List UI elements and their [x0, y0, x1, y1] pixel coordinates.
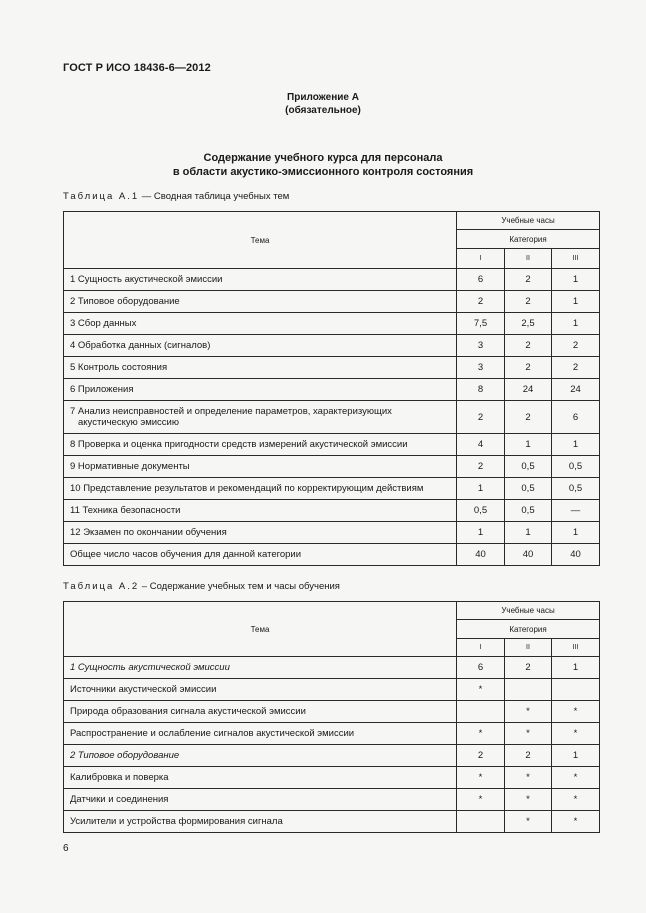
- table-row: [64, 456, 600, 478]
- row-topic-text: Общее число часов обучения для данной категории: [70, 549, 302, 560]
- course-title: [0, 151, 646, 179]
- row-topic: [64, 657, 457, 679]
- row-topic: [64, 522, 457, 544]
- row-topic-text: 4 Обработка данных (сигналов): [70, 340, 211, 351]
- row-topic: [64, 269, 457, 291]
- row-topic-text-cont: акустическую эмиссию: [78, 417, 179, 428]
- row-topic: [64, 767, 457, 789]
- row-hours-cat-1: 2: [457, 401, 505, 434]
- row-hours-cat-3: 6: [552, 401, 600, 434]
- row-hours-cat-3: *: [552, 701, 600, 723]
- table2-header-hours: Учебные часы: [457, 602, 600, 620]
- row-topic: [64, 811, 457, 833]
- row-hours-cat-1: 2: [457, 291, 505, 313]
- row-topic-text: 11 Техника безопасности: [70, 505, 181, 516]
- row-topic: [64, 701, 457, 723]
- row-topic: [64, 679, 457, 701]
- row-hours-cat-2: 40: [505, 544, 552, 566]
- table-row: [64, 478, 600, 500]
- row-hours-cat-2: 2: [505, 291, 552, 313]
- row-hours-cat-2: 24: [505, 379, 552, 401]
- row-topic-text: Распространение и ослабление сигналов акустической эмиссии: [70, 728, 355, 739]
- row-hours-cat-3: 1: [552, 657, 600, 679]
- row-hours-cat-3: —: [552, 500, 600, 522]
- table2: [63, 601, 600, 833]
- row-hours-cat-3: 0,5: [552, 478, 600, 500]
- row-topic-text: Природа образования сигнала акустической эмиссии: [70, 706, 306, 717]
- row-topic-text: 1 Сущность акустической эмиссии: [70, 274, 223, 285]
- row-hours-cat-3: 24: [552, 379, 600, 401]
- row-hours-cat-2: *: [505, 811, 552, 833]
- row-topic-text: 5 Контроль состояния: [70, 362, 168, 373]
- row-hours-cat-3: *: [552, 767, 600, 789]
- row-hours-cat-2: 0,5: [505, 500, 552, 522]
- table-row: [64, 657, 600, 679]
- row-topic: [64, 478, 457, 500]
- row-hours-cat-3: [552, 679, 600, 701]
- table2-caption-text: – Содержание учебных тем и часы обучения: [139, 581, 340, 592]
- row-topic-text: 3 Сбор данных: [70, 318, 137, 329]
- row-hours-cat-2: 2,5: [505, 313, 552, 335]
- row-hours-cat-1: [457, 701, 505, 723]
- row-hours-cat-3: 0,5: [552, 456, 600, 478]
- table1-header-col-2: II: [505, 249, 552, 269]
- row-topic: [64, 745, 457, 767]
- row-hours-cat-1: 3: [457, 357, 505, 379]
- table1-header-category: Категория: [457, 230, 600, 249]
- row-hours-cat-2: 2: [505, 401, 552, 434]
- row-hours-cat-1: *: [457, 723, 505, 745]
- table-row: [64, 500, 600, 522]
- row-hours-cat-1: 40: [457, 544, 505, 566]
- table1-header-col-1: I: [457, 249, 505, 269]
- table-row: [64, 745, 600, 767]
- row-hours-cat-2: *: [505, 789, 552, 811]
- row-topic: [64, 335, 457, 357]
- annex-status: (обязательное): [285, 105, 361, 116]
- row-hours-cat-3: *: [552, 723, 600, 745]
- row-topic: [64, 544, 457, 566]
- table-row: [64, 434, 600, 456]
- table2-caption-label: Таблица А.2: [63, 581, 140, 592]
- table2-caption: [63, 581, 340, 592]
- row-hours-cat-1: 3: [457, 335, 505, 357]
- table-row: [64, 522, 600, 544]
- table-row: [64, 401, 600, 434]
- course-title-line2: в области акустико-эмиссионного контроля состояния: [172, 166, 474, 178]
- table-row: [64, 335, 600, 357]
- table-row: [64, 313, 600, 335]
- row-hours-cat-1: 8: [457, 379, 505, 401]
- table2-header-col-1: I: [457, 639, 505, 657]
- row-hours-cat-3: 1: [552, 291, 600, 313]
- page-number: 6: [63, 843, 69, 854]
- row-hours-cat-1: 6: [457, 657, 505, 679]
- course-title-line1: Содержание учебного курса для персонала: [203, 152, 443, 164]
- row-topic-text: 9 Нормативные документы: [70, 461, 190, 472]
- row-hours-cat-3: 1: [552, 434, 600, 456]
- row-topic: [64, 401, 457, 434]
- row-hours-cat-3: 40: [552, 544, 600, 566]
- table-row: [64, 723, 600, 745]
- row-hours-cat-3: 1: [552, 269, 600, 291]
- row-hours-cat-3: 1: [552, 522, 600, 544]
- row-hours-cat-1: 1: [457, 478, 505, 500]
- row-hours-cat-1: 2: [457, 745, 505, 767]
- table2-header-col-2: II: [505, 639, 552, 657]
- row-topic: [64, 456, 457, 478]
- row-hours-cat-2: 2: [505, 745, 552, 767]
- table1-header-col-3: III: [552, 249, 600, 269]
- row-hours-cat-2: 2: [505, 657, 552, 679]
- row-topic-text: Датчики и соединения: [70, 794, 169, 805]
- row-hours-cat-2: *: [505, 723, 552, 745]
- table-row: [64, 544, 600, 566]
- row-hours-cat-1: *: [457, 789, 505, 811]
- annex-title: Приложение А: [287, 92, 359, 103]
- row-hours-cat-2: 1: [505, 434, 552, 456]
- row-hours-cat-3: 2: [552, 335, 600, 357]
- row-hours-cat-3: 2: [552, 357, 600, 379]
- table1-caption: [63, 191, 289, 202]
- table-row: [64, 811, 600, 833]
- row-hours-cat-2: 2: [505, 357, 552, 379]
- row-topic-text: Источники акустической эмиссии: [70, 684, 217, 695]
- table-row: [64, 789, 600, 811]
- table-row: [64, 679, 600, 701]
- row-topic-text: 12 Экзамен по окончании обучения: [70, 527, 227, 538]
- row-topic-text: 8 Проверка и оценка пригодности средств измерений акустической эмиссии: [70, 439, 408, 450]
- row-hours-cat-1: 4: [457, 434, 505, 456]
- table1-caption-text: — Сводная таблица учебных тем: [139, 191, 290, 202]
- row-hours-cat-1: *: [457, 767, 505, 789]
- row-topic-text: 2 Типовое оборудование: [70, 296, 180, 307]
- row-topic: [64, 357, 457, 379]
- row-hours-cat-2: *: [505, 701, 552, 723]
- row-topic-text: Калибровка и поверка: [70, 772, 169, 783]
- table1-header-hours: Учебные часы: [457, 212, 600, 230]
- row-topic-text: 1 Сущность акустической эмиссии: [70, 662, 230, 673]
- row-hours-cat-3: 1: [552, 313, 600, 335]
- row-hours-cat-2: 1: [505, 522, 552, 544]
- row-hours-cat-3: 1: [552, 745, 600, 767]
- row-hours-cat-2: 2: [505, 269, 552, 291]
- row-topic: [64, 434, 457, 456]
- table-row: [64, 379, 600, 401]
- document-standard-header: ГОСТ Р ИСО 18436-6—2012: [63, 62, 211, 74]
- row-hours-cat-1: 7,5: [457, 313, 505, 335]
- table2-header-col-3: III: [552, 639, 600, 657]
- row-hours-cat-1: 0,5: [457, 500, 505, 522]
- row-hours-cat-1: 1: [457, 522, 505, 544]
- row-topic-text: 6 Приложения: [70, 384, 134, 395]
- row-topic-text: 7 Анализ неисправностей и определение параметров, характеризующих: [70, 406, 392, 417]
- row-hours-cat-2: 0,5: [505, 478, 552, 500]
- row-hours-cat-3: *: [552, 789, 600, 811]
- row-topic: [64, 291, 457, 313]
- annex-heading: [0, 91, 646, 117]
- row-hours-cat-1: 2: [457, 456, 505, 478]
- table2-header-topic: Тема: [64, 602, 457, 657]
- table-row: [64, 291, 600, 313]
- row-hours-cat-1: 6: [457, 269, 505, 291]
- row-hours-cat-2: [505, 679, 552, 701]
- table1-caption-label: Таблица А.1: [63, 191, 140, 202]
- row-topic: [64, 379, 457, 401]
- row-hours-cat-1: [457, 811, 505, 833]
- table-row: [64, 701, 600, 723]
- table2-header-category: Категория: [457, 620, 600, 639]
- table-row: [64, 357, 600, 379]
- row-hours-cat-2: 0,5: [505, 456, 552, 478]
- row-topic: [64, 313, 457, 335]
- row-topic-text: Усилители и устройства формирования сигнала: [70, 816, 283, 827]
- row-hours-cat-2: 2: [505, 335, 552, 357]
- row-topic-text: 2 Типовое оборудование: [70, 750, 180, 761]
- row-topic: [64, 500, 457, 522]
- table1-header-topic: Тема: [64, 212, 457, 269]
- row-hours-cat-3: *: [552, 811, 600, 833]
- row-hours-cat-1: *: [457, 679, 505, 701]
- row-hours-cat-2: *: [505, 767, 552, 789]
- row-topic-text: 10 Представление результатов и рекомендаций по корректирующим действиям: [70, 483, 424, 494]
- table1: [63, 211, 600, 566]
- row-topic: [64, 723, 457, 745]
- table-row: [64, 767, 600, 789]
- row-topic: [64, 789, 457, 811]
- table-row: [64, 269, 600, 291]
